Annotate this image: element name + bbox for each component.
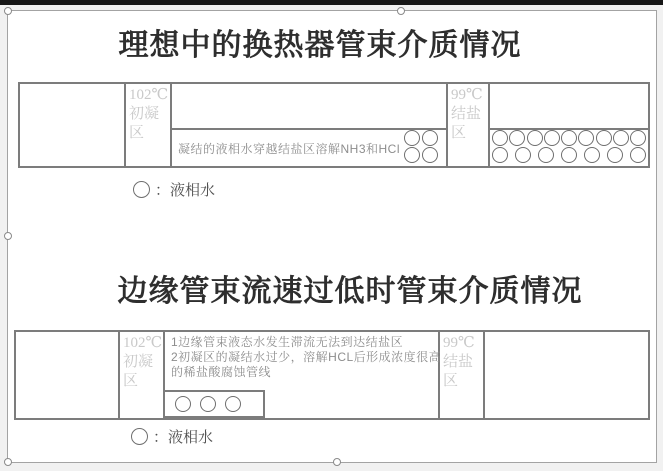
selection-handle-top-left[interactable] [4, 7, 12, 15]
liquid-water-circle [578, 130, 594, 146]
liquid-water-circle [225, 396, 241, 412]
liquid-water-circle [527, 130, 543, 146]
liquid-water-circle [515, 147, 531, 163]
liquid-water-circle [561, 130, 577, 146]
diagram1-note-text: 凝结的液相水穿越结盐区溶解NH3和HCl [178, 142, 401, 156]
window-top-edge [0, 0, 663, 5]
liquid-water-circle [200, 396, 216, 412]
liquid-water-circle [175, 396, 191, 412]
selection-handle-bottom-middle[interactable] [333, 458, 341, 466]
zone-initial-condensation-label: 102℃初凝区 [118, 332, 165, 418]
legend2-label: ：液相水 [153, 430, 214, 446]
liquid-water-circles-box [163, 390, 265, 418]
diagram2-note-line3: 的稀盐酸腐蚀管线 [171, 365, 272, 379]
liquid-water-circle [492, 130, 508, 146]
liquid-water-circle [544, 130, 560, 146]
legend2 [131, 426, 213, 447]
liquid-water-circle [492, 147, 508, 163]
selection-handle-left-middle[interactable] [4, 232, 12, 240]
selection-handle-bottom-left[interactable] [4, 458, 12, 466]
liquid-water-circle-icon [133, 181, 150, 198]
zone-salt-formation-label: 99℃结盐区 [438, 332, 485, 418]
legend1-label: ：液相水 [155, 183, 216, 199]
liquid-water-circle [607, 147, 623, 163]
diagram2-note-line1: 1边缘管束液态水发生滞流无法到达结盐区 [171, 335, 404, 349]
liquid-water-circle [561, 147, 577, 163]
liquid-water-circle [509, 130, 525, 146]
diagram2-note-line2: 2初凝区的凝结水过少，溶解HCL后形成浓度很高 [171, 350, 442, 364]
liquid-water-circle-icon [131, 428, 148, 445]
liquid-water-circle [613, 130, 629, 146]
liquid-water-circle [630, 130, 646, 146]
diagram2-table[interactable] [14, 330, 650, 420]
section1-title[interactable]: 理想中的换热器管束介质情况 [118, 29, 522, 62]
legend1 [133, 179, 215, 200]
zone-salt-formation-label: 99℃结盐区 [446, 84, 490, 166]
liquid-water-circles-mid [404, 130, 442, 164]
liquid-water-circle [422, 147, 438, 163]
selection-handle-top-middle[interactable] [397, 7, 405, 15]
diagram1-table[interactable] [18, 82, 650, 168]
liquid-water-circle [596, 130, 612, 146]
section2-title[interactable]: 边缘管束流速过低时管束介质情况 [117, 275, 583, 308]
liquid-water-circle [404, 130, 420, 146]
zone-initial-condensation-label: 102℃初凝区 [124, 84, 172, 166]
liquid-water-circle [538, 147, 554, 163]
liquid-water-circle [584, 147, 600, 163]
diagram2-note-text [171, 335, 449, 380]
liquid-water-circle [630, 147, 646, 163]
liquid-water-circle [404, 147, 420, 163]
liquid-water-circles-right [492, 130, 646, 164]
liquid-water-circle [422, 130, 438, 146]
